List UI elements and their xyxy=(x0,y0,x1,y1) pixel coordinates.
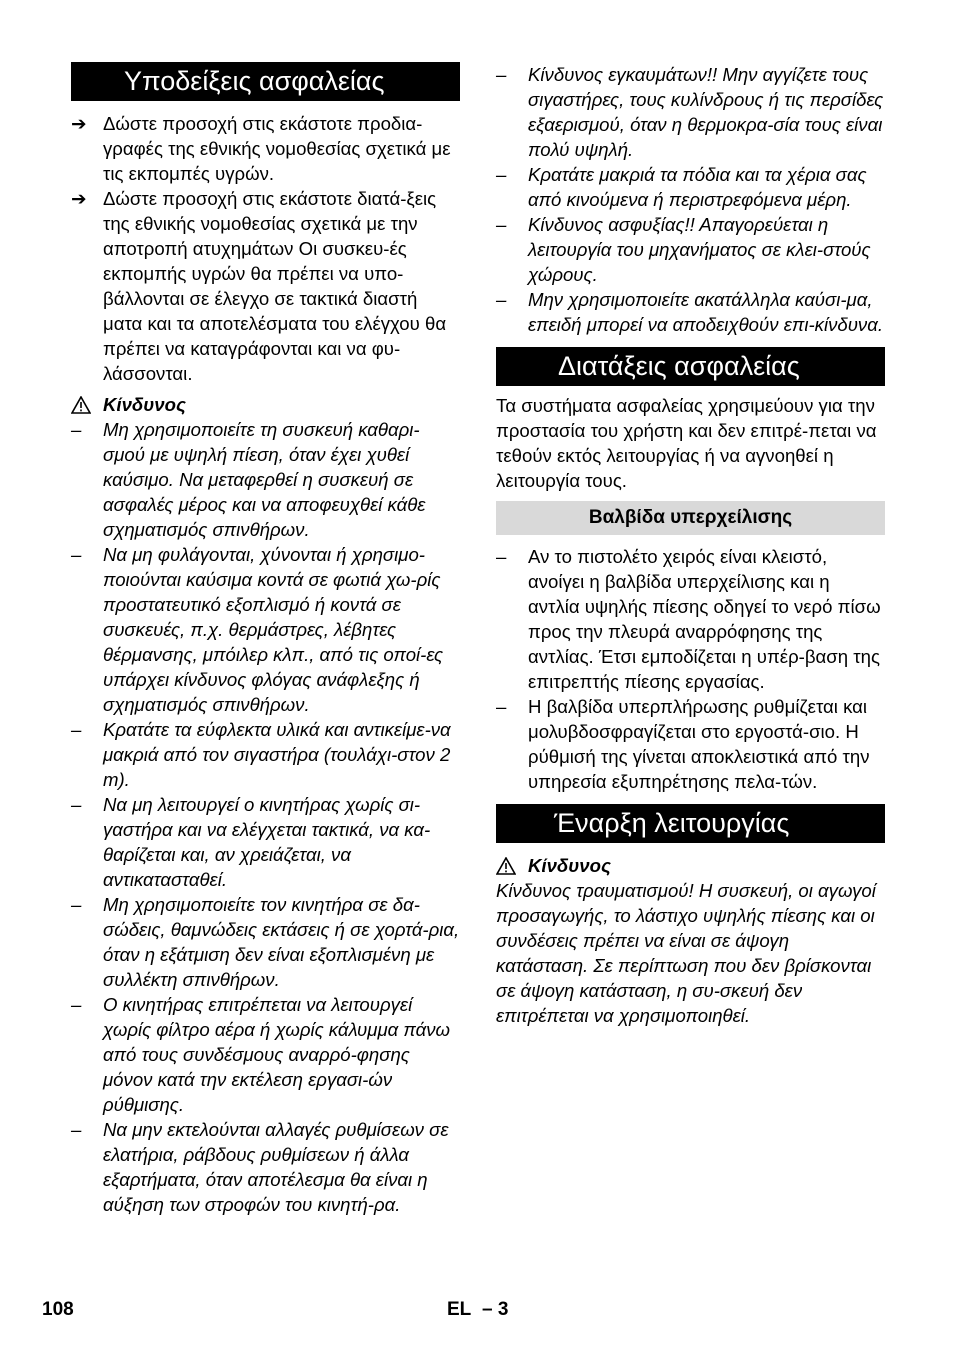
arrow-icon: ➔ xyxy=(71,188,87,209)
dash-marker: – xyxy=(496,164,507,185)
dash-marker: – xyxy=(71,994,82,1015)
right-column xyxy=(496,62,885,1028)
arrow-item: ➔ Δώστε προσοχή στις εκάστοτε διατά-ξεις της εθνικής νομοθεσίας σχετικά με την αποτροπή ατυχημάτων Οι συσκευ-ές εκπομπής υγρών θα πρέπει να υπο-βάλλονται σε έλεγχο σε τακτικά διαστή ματα και τα αποτελέσματα του ελέγχου θα πρέπει να καταγράφονται και να φυ-λάσσονται. xyxy=(71,188,447,384)
section-heading-safety-devices: Διατάξεις ασφαλείας xyxy=(496,347,885,386)
warning-triangle-icon xyxy=(496,857,528,875)
dash-marker: – xyxy=(496,546,507,567)
danger-label: Κίνδυνος xyxy=(71,392,460,417)
overflow-item: – Αν το πιστολέτο χειρός είναι κλειστό, ανοίγει η βαλβίδα υπερχείλισης και η αντλία υψηλής πίεσης οδηγεί το νερό πίσω προς την πλευρά αναρρόφησης της αντλίας. Έτσι εμποδίζεται η υπέρ-βαση της επιτρεπτής πίεσης εργασίας. xyxy=(496,546,881,692)
dash-marker: – xyxy=(71,544,82,565)
language-code: EL xyxy=(447,1299,472,1320)
page-number: 108 xyxy=(42,1299,74,1320)
danger-item: – Κρατάτε τα εύφλεκτα υλικά και αντικείμε-να μακριά από τον σιγαστήρα (τουλάχι-στον 2 m). xyxy=(71,719,451,790)
danger-item: – Να μην εκτελούνται αλλαγές ρυθμίσεων σε ελατήρια, ράβδους ρυθμίσεων ή άλλα εξαρτήματα, όταν αποτέλεσμα θα είναι η αύξηση των στροφών του κινητή-ρα. xyxy=(71,1119,449,1215)
dash-marker: – xyxy=(71,1119,82,1140)
danger-item: – Να μη λειτουργεί ο κινητήρας χωρίς σι-γαστήρα και να ελέγχεται τακτικά, να κα-θαρίζεται και, αν χρειάζεται, να αντικατασταθεί. xyxy=(71,794,431,890)
dash-marker: – xyxy=(496,289,507,310)
arrow-item: ➔ Δώστε προσοχή στις εκάστοτε προδια-γραφές της εθνικής νομοθεσίας σχετικά με τις εκπομπές υγρών. xyxy=(71,113,451,184)
dash-marker: – xyxy=(71,419,82,440)
page-reference: – 3 xyxy=(482,1299,509,1320)
danger-label: Κίνδυνος xyxy=(496,853,885,878)
dash-marker: – xyxy=(71,719,82,740)
dash-marker: – xyxy=(496,64,507,85)
danger-item: – Μη χρησιμοποιείτε τον κινητήρα σε δα-σώδεις, θαμνώδεις εκτάσεις ή σε χορτά-ρια, όταν η εξάτμιση δεν είναι εξοπλισμένη με συλλέκτη σπινθήρων. xyxy=(71,894,460,990)
section-heading-safety-notes: Υποδείξεις ασφαλείας xyxy=(71,62,460,101)
warning-triangle-icon xyxy=(71,396,103,414)
dash-marker: – xyxy=(496,214,507,235)
dash-marker: – xyxy=(496,696,507,717)
danger-item: – Μη χρησιμοποιείτε τη συσκευή καθαρι-σμού με υψηλή πίεση, όταν έχει χυθεί καύσιμο. Να μεταφερθεί η συσκευή σε ασφαλές μέρος και να αποφευχθεί κάθε σχηματισμός σπινθήρων. xyxy=(71,419,426,540)
safety-devices-paragraph: Τα συστήματα ασφαλείας χρησιμεύουν για την προστασία του χρήστη και δεν επιτρέ-πεται να τεθούν εκτός λειτουργίας ή να αγνοηθεί η λειτουργία τους. xyxy=(496,395,877,491)
dash-marker: – xyxy=(71,794,82,815)
section-heading-startup: Έναρξη λειτουργίας xyxy=(496,804,885,843)
danger-item: – Ο κινητήρας επιτρέπεται να λειτουργεί χωρίς φίλτρο αέρα ή χωρίς κάλυμμα πάνω από τους συνδέσμους αναρρό-φησης μόνον κατά την εκτέλεση εργασι-ών ρύθμισης. xyxy=(71,994,450,1115)
dash-marker: – xyxy=(71,894,82,915)
sub-heading-overflow-valve: Βαλβίδα υπερχείλισης xyxy=(496,501,885,535)
danger-item: – Μην χρησιμοποιείτε ακατάλληλα καύσι-μα, επειδή μπορεί να αποδειχθούν επι-κίνδυνα. xyxy=(496,289,883,335)
danger-item: – Κρατάτε μακριά τα πόδια και τα χέρια σας από κινούμενα ή περιστρεφόμενα μέρη. xyxy=(496,164,867,210)
danger-item: – Κίνδυνος εγκαυμάτων!! Μην αγγίζετε τους σιγαστήρες, τους κυλίνδρους ή τις περσίδες εξαερισμού, όταν η θερμοκρα-σία τους είναι πολύ υψηλή. xyxy=(496,64,884,160)
danger-item: – Να μη φυλάγονται, χύνονται ή χρησιμο-ποιούνται καύσιμα κοντά σε φωτιά χω-ρίς προστατευτικό εξοπλισμό ή κοντά σε συσκευές, π.χ. θερμάστρες, λέβητες θέρμανσης, μπόιλερ κλπ., από τις οποί-ες υπάρχει κίνδυνος φλόγας ανάφλεξης ή σχηματισμός σπινθήρων. xyxy=(71,544,444,715)
arrow-icon: ➔ xyxy=(71,113,87,134)
startup-danger-paragraph: Κίνδυνος τραυματισμού! Η συσκευή, οι αγωγοί προσαγωγής, το λάστιχο υψηλής πίεσης και οι συνδέσεις πρέπει να είναι σε άψογη κατάσταση. Σε περίπτωση που δεν βρίσκονται σε άψογη κατάσταση, η συ-σκευή δεν επιτρέπεται να χρησιμοποιηθεί. xyxy=(496,880,876,1026)
overflow-item: – Η βαλβίδα υπερπλήρωσης ρυθμίζεται και μολυβδοσφραγίζεται στο εργοστά-σιο. Η ρύθμισή της γίνεται αποκλειστικά από την υπηρεσία εξυπηρέτησης πελα-τών. xyxy=(496,696,870,792)
danger-item: – Κίνδυνος ασφυξίας!! Απαγορεύεται η λειτουργία του μηχανήματος σε κλει-στούς χώρους. xyxy=(496,214,871,285)
left-column xyxy=(71,62,460,1217)
